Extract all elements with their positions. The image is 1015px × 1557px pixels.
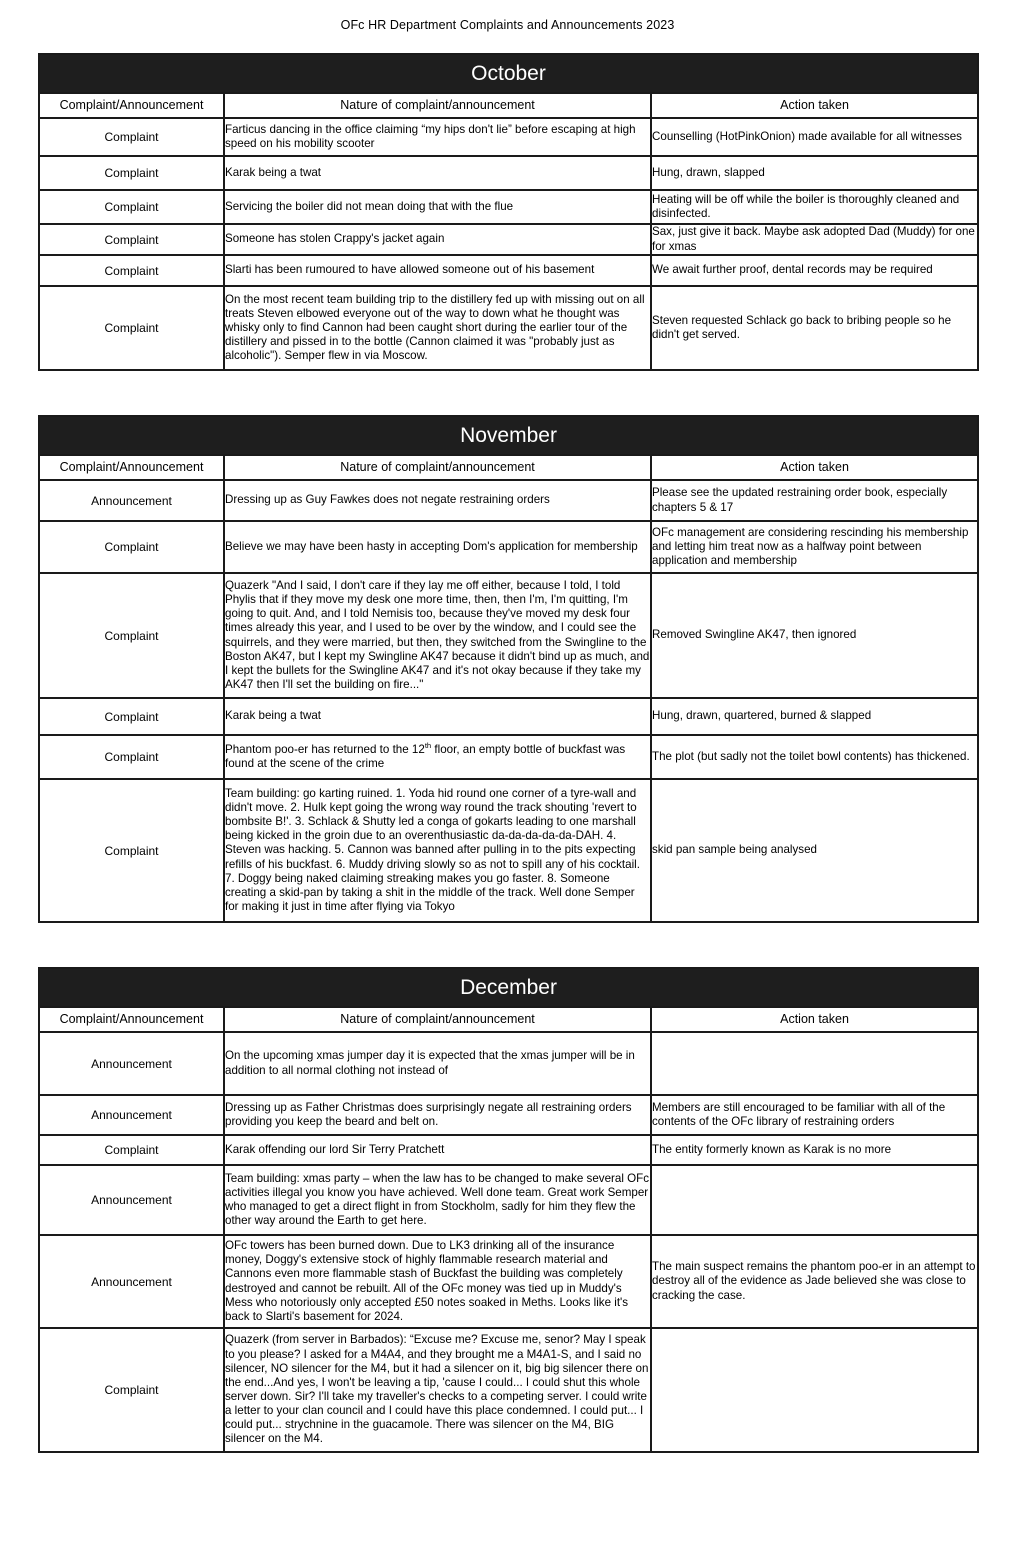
cell-entry-type: Complaint (39, 573, 224, 698)
cell-nature: Believe we may have been hasty in accepting Dom's application for membership (224, 521, 651, 573)
column-header-action: Action taken (651, 1007, 978, 1032)
month-header-row (39, 54, 978, 93)
cell-nature: Phantom poo-er has returned to the 12th floor, an empty bottle of buckfast was found at the scene of the crime (224, 735, 651, 779)
month-name: November (39, 416, 978, 455)
column-header-row (39, 1007, 978, 1032)
table-row (39, 1235, 978, 1328)
cell-nature: Someone has stolen Crappy's jacket again (224, 224, 651, 255)
cell-nature: On the most recent team building trip to the distillery fed up with missing out on all treats Steven elbowed everyone out of the way to down what he thought was whisky only to find Cannon had been caught short during the earlier tour of the distillery and pissed in to the bottle (Cannon claimed it was "probably just as alcoholic"). Semper flew in via Moscow. (224, 286, 651, 370)
month-name: October (39, 54, 978, 93)
cell-entry-type: Complaint (39, 1135, 224, 1165)
cell-nature: Karak being a twat (224, 156, 651, 190)
table-row (39, 286, 978, 370)
cell-entry-type: Announcement (39, 1095, 224, 1135)
table-row (39, 1032, 978, 1095)
table-row (39, 480, 978, 521)
cell-action-taken: skid pan sample being analysed (651, 779, 978, 922)
column-header-action: Action taken (651, 455, 978, 480)
cell-nature: Team building: xmas party – when the law has to be changed to make several OFc activities illegal you know you have achieved. Well done team. Great work Semper who managed to get a direct flight in from Stockholm, sadly for him they flew the other way around the Earth to get here. (224, 1165, 651, 1235)
cell-action-taken: Members are still encouraged to be familiar with all of the contents of the OFc library of restraining orders (651, 1095, 978, 1135)
month-section (38, 53, 977, 371)
table-row (39, 1165, 978, 1235)
cell-nature: Servicing the boiler did not mean doing that with the flue (224, 190, 651, 224)
table-row (39, 698, 978, 735)
cell-action-taken: Heating will be off while the boiler is thoroughly cleaned and disinfected. (651, 190, 978, 224)
cell-entry-type: Complaint (39, 286, 224, 370)
table-row (39, 190, 978, 224)
cell-action-taken: Steven requested Schlack go back to bribing people so he didn't get served. (651, 286, 978, 370)
table-row (39, 779, 978, 922)
cell-nature: Quazerk "And I said, I don't care if they lay me off either, because I told, I told Phylis that if they move my desk one more time, then, then I'm, I'm quitting, I'm going to quit. And, and I told Nemisis too, because they've moved my desk four times already this year, and I used to be over by the window, and I could see the squirrels, and they were married, but then, they switched from the Swingline to the Boston AK47, but I kept my Swingline AK47 because it didn't bind up as much, and I kept the bullets for the Swingline AK47 and it's not okay because if they take my AK47 then I'll set the building on fire..." (224, 573, 651, 698)
month-name: December (39, 968, 978, 1007)
month-table (38, 967, 979, 1453)
cell-entry-type: Complaint (39, 779, 224, 922)
cell-action-taken: The main suspect remains the phantom poo-er in an attempt to destroy all of the evidence as Jade believed she was close to cracking the case. (651, 1235, 978, 1328)
cell-action-taken: Please see the updated restraining order book, especially chapters 5 & 17 (651, 480, 978, 521)
column-header-type: Complaint/Announcement (39, 93, 224, 118)
column-header-nature: Nature of complaint/announcement (224, 455, 651, 480)
cell-entry-type: Complaint (39, 1328, 224, 1452)
cell-entry-type: Complaint (39, 735, 224, 779)
column-header-nature: Nature of complaint/announcement (224, 1007, 651, 1032)
table-row (39, 521, 978, 573)
page-title: OFc HR Department Complaints and Announcements 2023 (340, 18, 675, 32)
table-row (39, 1095, 978, 1135)
cell-action-taken: Removed Swingline AK47, then ignored (651, 573, 978, 698)
column-header-row (39, 455, 978, 480)
month-section (38, 967, 977, 1453)
table-row (39, 255, 978, 286)
cell-entry-type: Announcement (39, 1235, 224, 1328)
cell-entry-type: Complaint (39, 255, 224, 286)
column-header-action: Action taken (651, 93, 978, 118)
month-section (38, 415, 977, 923)
table-row (39, 1135, 978, 1165)
cell-nature: OFc towers has been burned down. Due to LK3 drinking all of the insurance money, Doggy's extensive stock of highly flammable research material and Cannons even more flammable stash of Buckfast the building was completely destroyed and cannot be rebuilt. All of the OFc money was tied up in Muddy's Mess who notoriously only accepted £50 notes soaked in Meths. Looks like it's back to Slarti's basement for 2024. (224, 1235, 651, 1328)
cell-entry-type: Complaint (39, 224, 224, 255)
column-header-type: Complaint/Announcement (39, 1007, 224, 1032)
table-row (39, 1328, 978, 1452)
cell-entry-type: Announcement (39, 1032, 224, 1095)
cell-action-taken: Hung, drawn, quartered, burned & slapped (651, 698, 978, 735)
table-row (39, 573, 978, 698)
cell-action-taken: The entity formerly known as Karak is no more (651, 1135, 978, 1165)
column-header-type: Complaint/Announcement (39, 455, 224, 480)
cell-entry-type: Complaint (39, 156, 224, 190)
cell-action-taken: Sax, just give it back. Maybe ask adopted Dad (Muddy) for one for xmas (651, 224, 978, 255)
cell-entry-type: Complaint (39, 118, 224, 156)
cell-action-taken: We await further proof, dental records may be required (651, 255, 978, 286)
month-header-row (39, 968, 978, 1007)
cell-nature: Karak being a twat (224, 698, 651, 735)
cell-nature: Karak offending our lord Sir Terry Pratchett (224, 1135, 651, 1165)
cell-entry-type: Complaint (39, 190, 224, 224)
table-row (39, 118, 978, 156)
column-header-row (39, 93, 978, 118)
cell-entry-type: Complaint (39, 521, 224, 573)
cell-nature: Farticus dancing in the office claiming “my hips don't lie” before escaping at high speed on his mobility scooter (224, 118, 651, 156)
month-header-row (39, 416, 978, 455)
cell-nature: Dressing up as Father Christmas does surprisingly negate all restraining orders providing you keep the beard and belt on. (224, 1095, 651, 1135)
cell-action-taken: Counselling (HotPinkOnion) made available for all witnesses (651, 118, 978, 156)
cell-nature: Slarti has been rumoured to have allowed someone out of his basement (224, 255, 651, 286)
month-tables-container (0, 53, 1015, 1453)
table-row (39, 735, 978, 779)
cell-nature: On the upcoming xmas jumper day it is expected that the xmas jumper will be in addition to all normal clothing not instead of (224, 1032, 651, 1095)
month-table (38, 415, 979, 923)
table-row (39, 156, 978, 190)
cell-nature: Team building: go karting ruined. 1. Yoda hid round one corner of a tyre-wall and didn't move. 2. Hulk kept going the wrong way round the track shouting 'revert to bombsite B!'. 3. Schlack & Shutty led a conga of gokarts leading to one marshall being kicked in the groin due to an overenthusiastic da-da-da-da-da-DAH. 4. Steven was hacking. 5. Cannon was banned after pulling in to the pits expecting refills of his buckfast. 6. Muddy driving slowly so as not to spill any of his cocktail. 7. Doggy being naked claiming streaking makes you go faster. 8. Someone creating a skid-pan by taking a shit in the middle of the track. Well done Semper for making it just in time after flying via Tokyo (224, 779, 651, 922)
cell-entry-type: Complaint (39, 698, 224, 735)
cell-action-taken (651, 1328, 978, 1452)
cell-action-taken: Hung, drawn, slapped (651, 156, 978, 190)
cell-nature: Dressing up as Guy Fawkes does not negate restraining orders (224, 480, 651, 521)
cell-action-taken (651, 1032, 978, 1095)
cell-entry-type: Announcement (39, 1165, 224, 1235)
cell-entry-type: Announcement (39, 480, 224, 521)
cell-action-taken (651, 1165, 978, 1235)
cell-nature: Quazerk (from server in Barbados): “Excuse me? Excuse me, senor? May I speak to you please? I asked for a M4A4, and they brought me a M4A1-S, and I said no silencer, NO silencer for the M4, but it had a silencer on it, big big silencer there on the end...And yes, I won't be leaving a tip, 'cause I could... I could shut this whole server down. Sir? I'll take my traveller's checks to a competing server. I could write a letter to your clan council and I could have this place condemned. I could put... I could put... strychnine in the guacamole. There was silencer on the M4, BIG silencer on the M4. (224, 1328, 651, 1452)
cell-action-taken: OFc management are considering rescinding his membership and letting him treat now as a halfway point between application and membership (651, 521, 978, 573)
cell-action-taken: The plot (but sadly not the toilet bowl contents) has thickened. (651, 735, 978, 779)
month-table (38, 53, 979, 371)
column-header-nature: Nature of complaint/announcement (224, 93, 651, 118)
table-row (39, 224, 978, 255)
